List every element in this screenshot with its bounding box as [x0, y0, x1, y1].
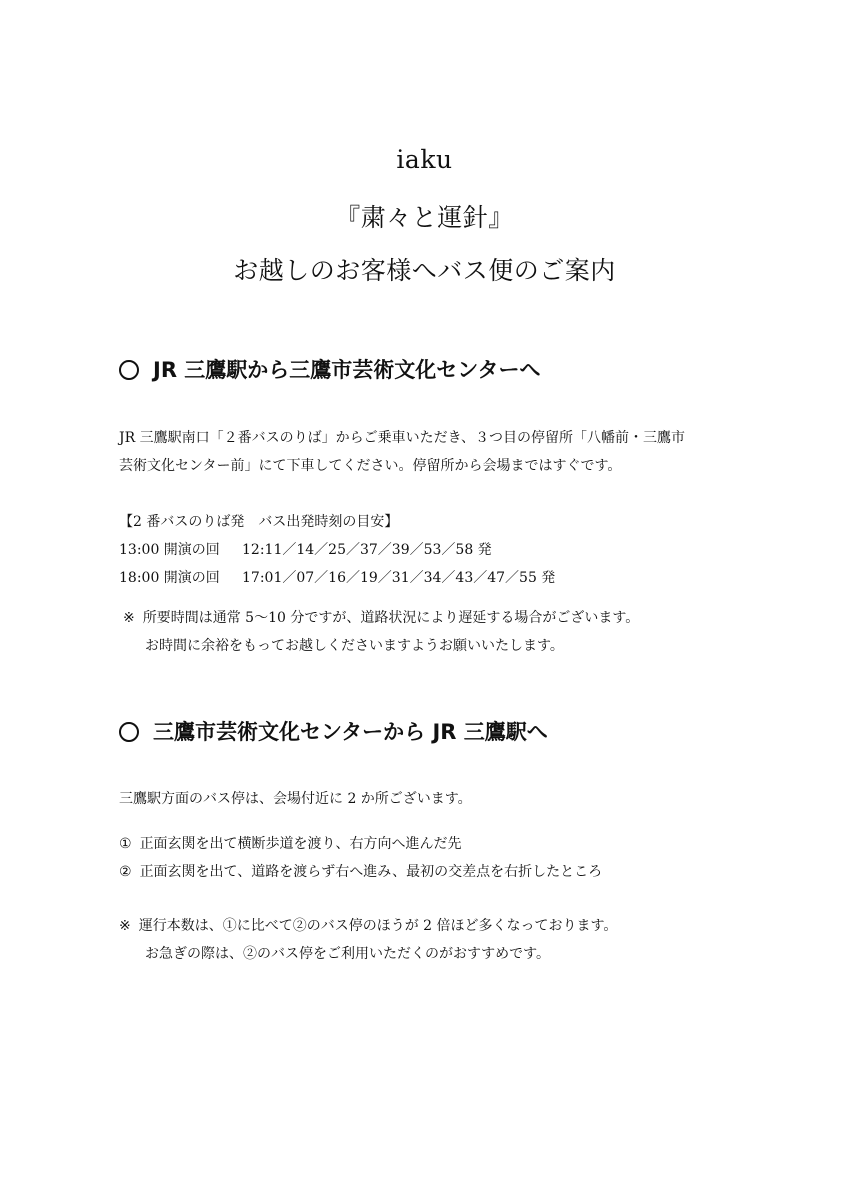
bus-schedule	[119, 508, 555, 592]
schedule-times: 12:11／14／25／37／39／53／58 発	[242, 542, 492, 558]
stop-text: 正面玄関を出て横断歩道を渡り、右方向へ進んだ先	[139, 836, 462, 852]
stop-marker: ②	[119, 864, 132, 880]
note-line: お時間に余裕をもってお越しくださいますようお願いいたします。	[145, 638, 564, 654]
schedule-row	[119, 564, 555, 592]
section1-heading	[119, 356, 540, 384]
schedule-times: 17:01／07／16／19／31／34／43／47／55 発	[242, 570, 556, 586]
stop-marker: ①	[119, 836, 132, 852]
section2-note	[119, 912, 617, 968]
paragraph-line: JR 三鷹駅南口「２番バスのりば」からご乗車いただき、３つ目の停留所「八幡前・三鷹市	[119, 430, 686, 446]
note-line	[119, 604, 639, 632]
section1-paragraph	[119, 424, 685, 480]
circle-bullet-icon	[119, 722, 139, 742]
company-name: iaku	[396, 145, 453, 174]
note-line	[119, 912, 617, 940]
section2-heading	[119, 718, 548, 746]
section1-note	[119, 604, 639, 660]
section2-intro	[119, 785, 472, 813]
intro-line: 三鷹駅方面のバス停は、会場付近に 2 か所ございます。	[119, 791, 472, 807]
list-item	[119, 858, 602, 886]
schedule-title: 【2 番バスのりば発 バス出発時刻の目安】	[119, 514, 399, 530]
circle-bullet-icon	[119, 360, 139, 380]
schedule-label: 13:00 開演の回	[119, 542, 220, 558]
schedule-label: 18:00 開演の回	[119, 570, 220, 586]
note-text: 運行本数は、①に比べて②のバス停のほうが 2 倍ほど多くなっております。	[138, 918, 618, 934]
section2-heading-text: 三鷹市芸術文化センターから JR 三鷹駅へ	[153, 720, 548, 744]
schedule-row	[119, 536, 555, 564]
note-line: お急ぎの際は、②のバス停をご利用いただくのがおすすめです。	[145, 946, 551, 962]
play-title: 『粛々と運針』	[335, 203, 514, 232]
note-text: 所要時間は通常 5～10 分ですが、道路状況により遅延する場合がございます。	[142, 610, 640, 626]
note-mark: ※	[119, 918, 131, 934]
section1-heading-text: JR 三鷹駅から三鷹市芸術文化センターへ	[153, 358, 541, 382]
bus-stop-list	[119, 830, 602, 886]
note-mark: ※	[123, 610, 135, 626]
list-item	[119, 830, 602, 858]
stop-text: 正面玄関を出て、道路を渡らず右へ進み、最初の交差点を右折したところ	[139, 864, 603, 880]
document-subtitle: お越しのお客様へバス便のご案内	[233, 256, 616, 285]
paragraph-line: 芸術文化センター前」にて下車してください。停留所から会場まではすぐです。	[119, 458, 622, 474]
